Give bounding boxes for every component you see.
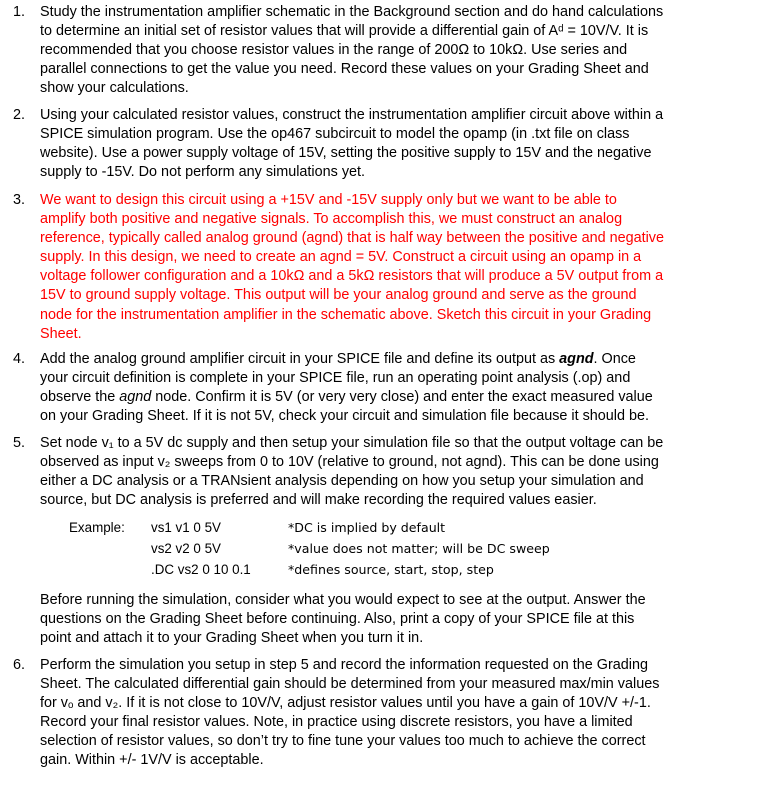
text-line: Set node v₁ to a 5V dc supply and then setup your simulation file so that the output voltage can be	[40, 435, 664, 451]
agnd-emphasis: agnd	[119, 389, 152, 406]
step-number: 2.	[13, 107, 26, 123]
text-line: point and attach it to your Grading Sheet when you turn it in.	[40, 630, 424, 647]
text-line: observed as input v₂ sweeps from 0 to 10V (relative to ground, not agnd). This can be done using	[40, 454, 659, 471]
text-line: selection of resistor values, so don’t try to fine tune your values too much to achieve the correct	[40, 733, 646, 750]
spice-comment: *DC is implied by default	[288, 520, 446, 535]
step-text	[40, 591, 756, 648]
example-label: Example:	[69, 520, 125, 535]
text-line: recommended that you choose resistor values in the range of 200Ω to 10kΩ. Use series and	[40, 42, 628, 59]
text-segment: Add the analog ground amplifier circuit in your SPICE file and define its output as	[40, 351, 560, 367]
text-line	[40, 388, 756, 407]
spice-code: vs2 v2 0 5V	[151, 541, 221, 556]
text-segment: . Once	[593, 351, 636, 367]
spice-comment: *defines source, start, stop, step	[288, 562, 494, 577]
text-line: show your calculations.	[40, 80, 189, 97]
text-line: Using your calculated resistor values, construct the instrumentation amplifier circuit above within a	[40, 107, 664, 123]
step-text	[40, 350, 756, 426]
example-row	[0, 560, 764, 581]
text-line: voltage follower configuration and a 10kΩ and a 5kΩ resistors that will produce a 5V output from a	[40, 268, 664, 285]
text-line: 15V to ground supply voltage. This output will be your analog ground and serve as the ground	[40, 287, 637, 304]
text-line: Perform the simulation you setup in step 5 and record the information requested on the Grading	[40, 657, 648, 673]
text-line: source, but DC analysis is preferred and will make recording the required values easier.	[40, 492, 597, 509]
text-line: parallel connections to get the value you need. Record these values on your Grading Sheet and	[40, 61, 649, 78]
step-text	[40, 106, 756, 182]
text-line: for vₒ and v₂. If it is not close to 10V/V, adjust resistor values until you have a gain of 10V/V +/-1.	[40, 695, 651, 712]
spice-code: vs1 v1 0 5V	[151, 520, 221, 535]
text-line: node for the instrumentation amplifier in the schematic above. Sketch this circuit in your Grading	[40, 306, 652, 323]
text-line: gain. Within +/- 1V/V is acceptable.	[40, 752, 264, 769]
spice-comment: *value does not matter; will be DC sweep	[288, 541, 550, 556]
text-line: We want to design this circuit using a +15V and -15V supply only but we want to be able to	[40, 192, 617, 208]
text-line: either a DC analysis or a TRANsient analysis depending on how you setup your simulation and	[40, 473, 644, 490]
example-row	[0, 518, 764, 539]
text-line: supply to -15V. Do not perform any simulations yet.	[40, 164, 366, 181]
step-text	[40, 434, 756, 510]
text-line: questions on the Grading Sheet before continuing. Also, print a copy of your SPICE file at this	[40, 611, 635, 628]
text-segment: observe the	[40, 389, 120, 406]
step-text	[40, 656, 756, 771]
step-number: 5.	[13, 435, 26, 451]
text-line: website). Use a power supply voltage of 15V, setting the positive supply to 15V and the negative	[40, 145, 652, 162]
text-line: amplify both positive and negative signals. To accomplish this, we must construct an analog	[40, 211, 623, 228]
text-line: Sheet. The calculated differential gain should be determined from your measured max/min values	[40, 676, 660, 693]
text-line: reference, typically called analog ground (agnd) that is half way between the positive and negative	[40, 230, 664, 247]
text-line: Record your final resistor values. Note, in practice using discrete resistors, you have a limited	[40, 714, 633, 731]
text-line: Study the instrumentation amplifier schematic in the Background section and do hand calculations	[40, 4, 664, 20]
spice-code: .DC vs2 0 10 0.1	[151, 562, 251, 577]
text-line: Before running the simulation, consider what you would expect to see at the output. Answer the	[40, 592, 646, 608]
text-segment: node. Confirm it is 5V (or very very close) and enter the exact measured value	[151, 389, 653, 406]
text-line: Sheet.	[40, 325, 82, 342]
step-text	[40, 3, 756, 98]
step-text-highlighted	[40, 191, 756, 344]
text-line: on your Grading Sheet. If it is not 5V, check your circuit and simulation file because it should be.	[40, 408, 650, 425]
text-line: SPICE simulation program. Use the op467 subcircuit to model the opamp (in .txt file on class	[40, 126, 630, 143]
agnd-emphasis: agnd	[559, 351, 594, 367]
text-line: your circuit definition is complete in your SPICE file, run an operating point analysis (.op) and	[40, 370, 631, 387]
text-line: supply. In this design, we need to create an agnd = 5V. Construct a circuit using an opamp in a	[40, 249, 642, 266]
text-line	[40, 350, 756, 369]
example-row	[0, 539, 764, 560]
text-line: to determine an initial set of resistor values that will provide a differential gain of Aᵈ = 10V/V. It is	[40, 23, 649, 40]
step-number: 4.	[13, 351, 26, 367]
step-number: 3.	[13, 192, 26, 208]
step-number: 1.	[13, 4, 26, 20]
step-number: 6.	[13, 657, 26, 673]
